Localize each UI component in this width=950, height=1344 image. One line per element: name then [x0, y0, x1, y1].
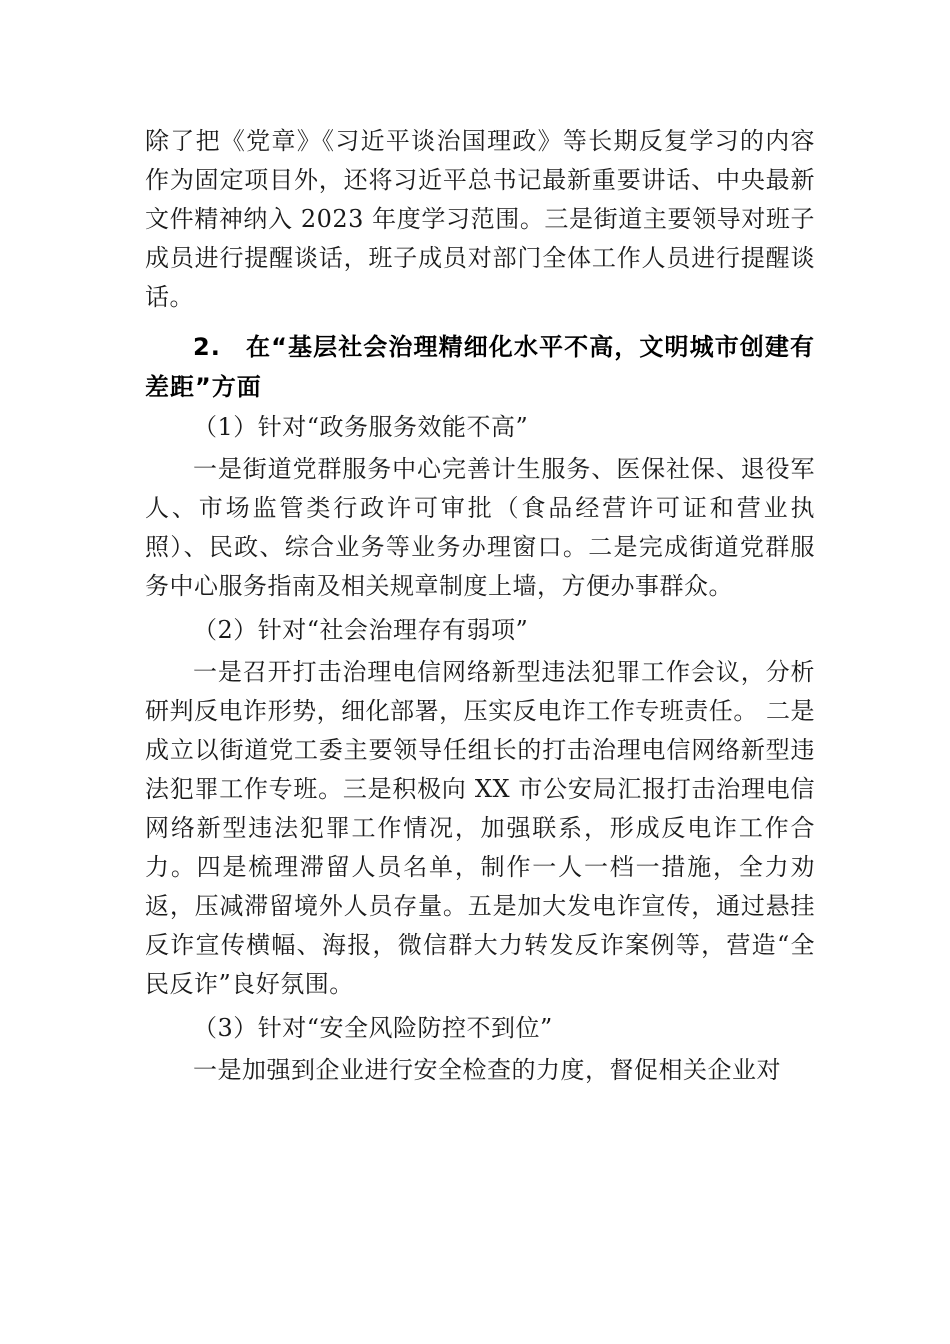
item-title-2: （2）针对“社会治理存有弱项”	[193, 616, 529, 644]
section-heading: 2. 在“基层社会治理精细化水平不高，文明城市创建有差距”方面	[145, 333, 815, 401]
document-body	[145, 122, 815, 1090]
item-title-1: （1）针对“政务服务效能不高”	[193, 413, 529, 441]
item-body-2: 一是召开打击治理电信网络新型违法犯罪工作会议，分析研判反电诈形势，细化部署，压实反电诈工作专班责任。 二是成立以街道党工委主要领导任组长的打击治理电信网络新型违法犯罪工作专班。三是积极向 XX 市公安局汇报打击治理电信网络新型违法犯罪工作情况，加强联系，形成反电诈工作合力。四是梳理滞留人员名单，制作一人一档一措施，全力劝返，压减滞留境外人员存量。五是加大发电诈宣传，通过悬挂反诈宣传横幅、海报，微信群大力转发反诈案例等，营造“全民反诈”良好氛围。	[145, 658, 815, 998]
intro-paragraph: 除了把《党章》《习近平谈治国理政》等长期反复学习的内容作为固定项目外，还将习近平总书记最新重要讲话、中央最新文件精神纳入 2023 年度学习范围。三是街道主要领导对班子成员进行提醒谈话，班子成员对部门全体工作人员进行提醒谈话。	[145, 127, 815, 311]
item-body-1: 一是街道党群服务中心完善计生服务、医保社保、退役军人、市场监管类行政许可审批（食品经营许可证和营业执照）、民政、综合业务等业务办理窗口。二是完成街道党群服务中心服务指南及相关规章制度上墙，方便办事群众。	[145, 455, 815, 600]
item-body-3: 一是加强到企业进行安全检查的力度，督促相关企业对	[193, 1056, 781, 1084]
item-title-3: （3）针对“安全风险防控不到位”	[193, 1014, 553, 1042]
